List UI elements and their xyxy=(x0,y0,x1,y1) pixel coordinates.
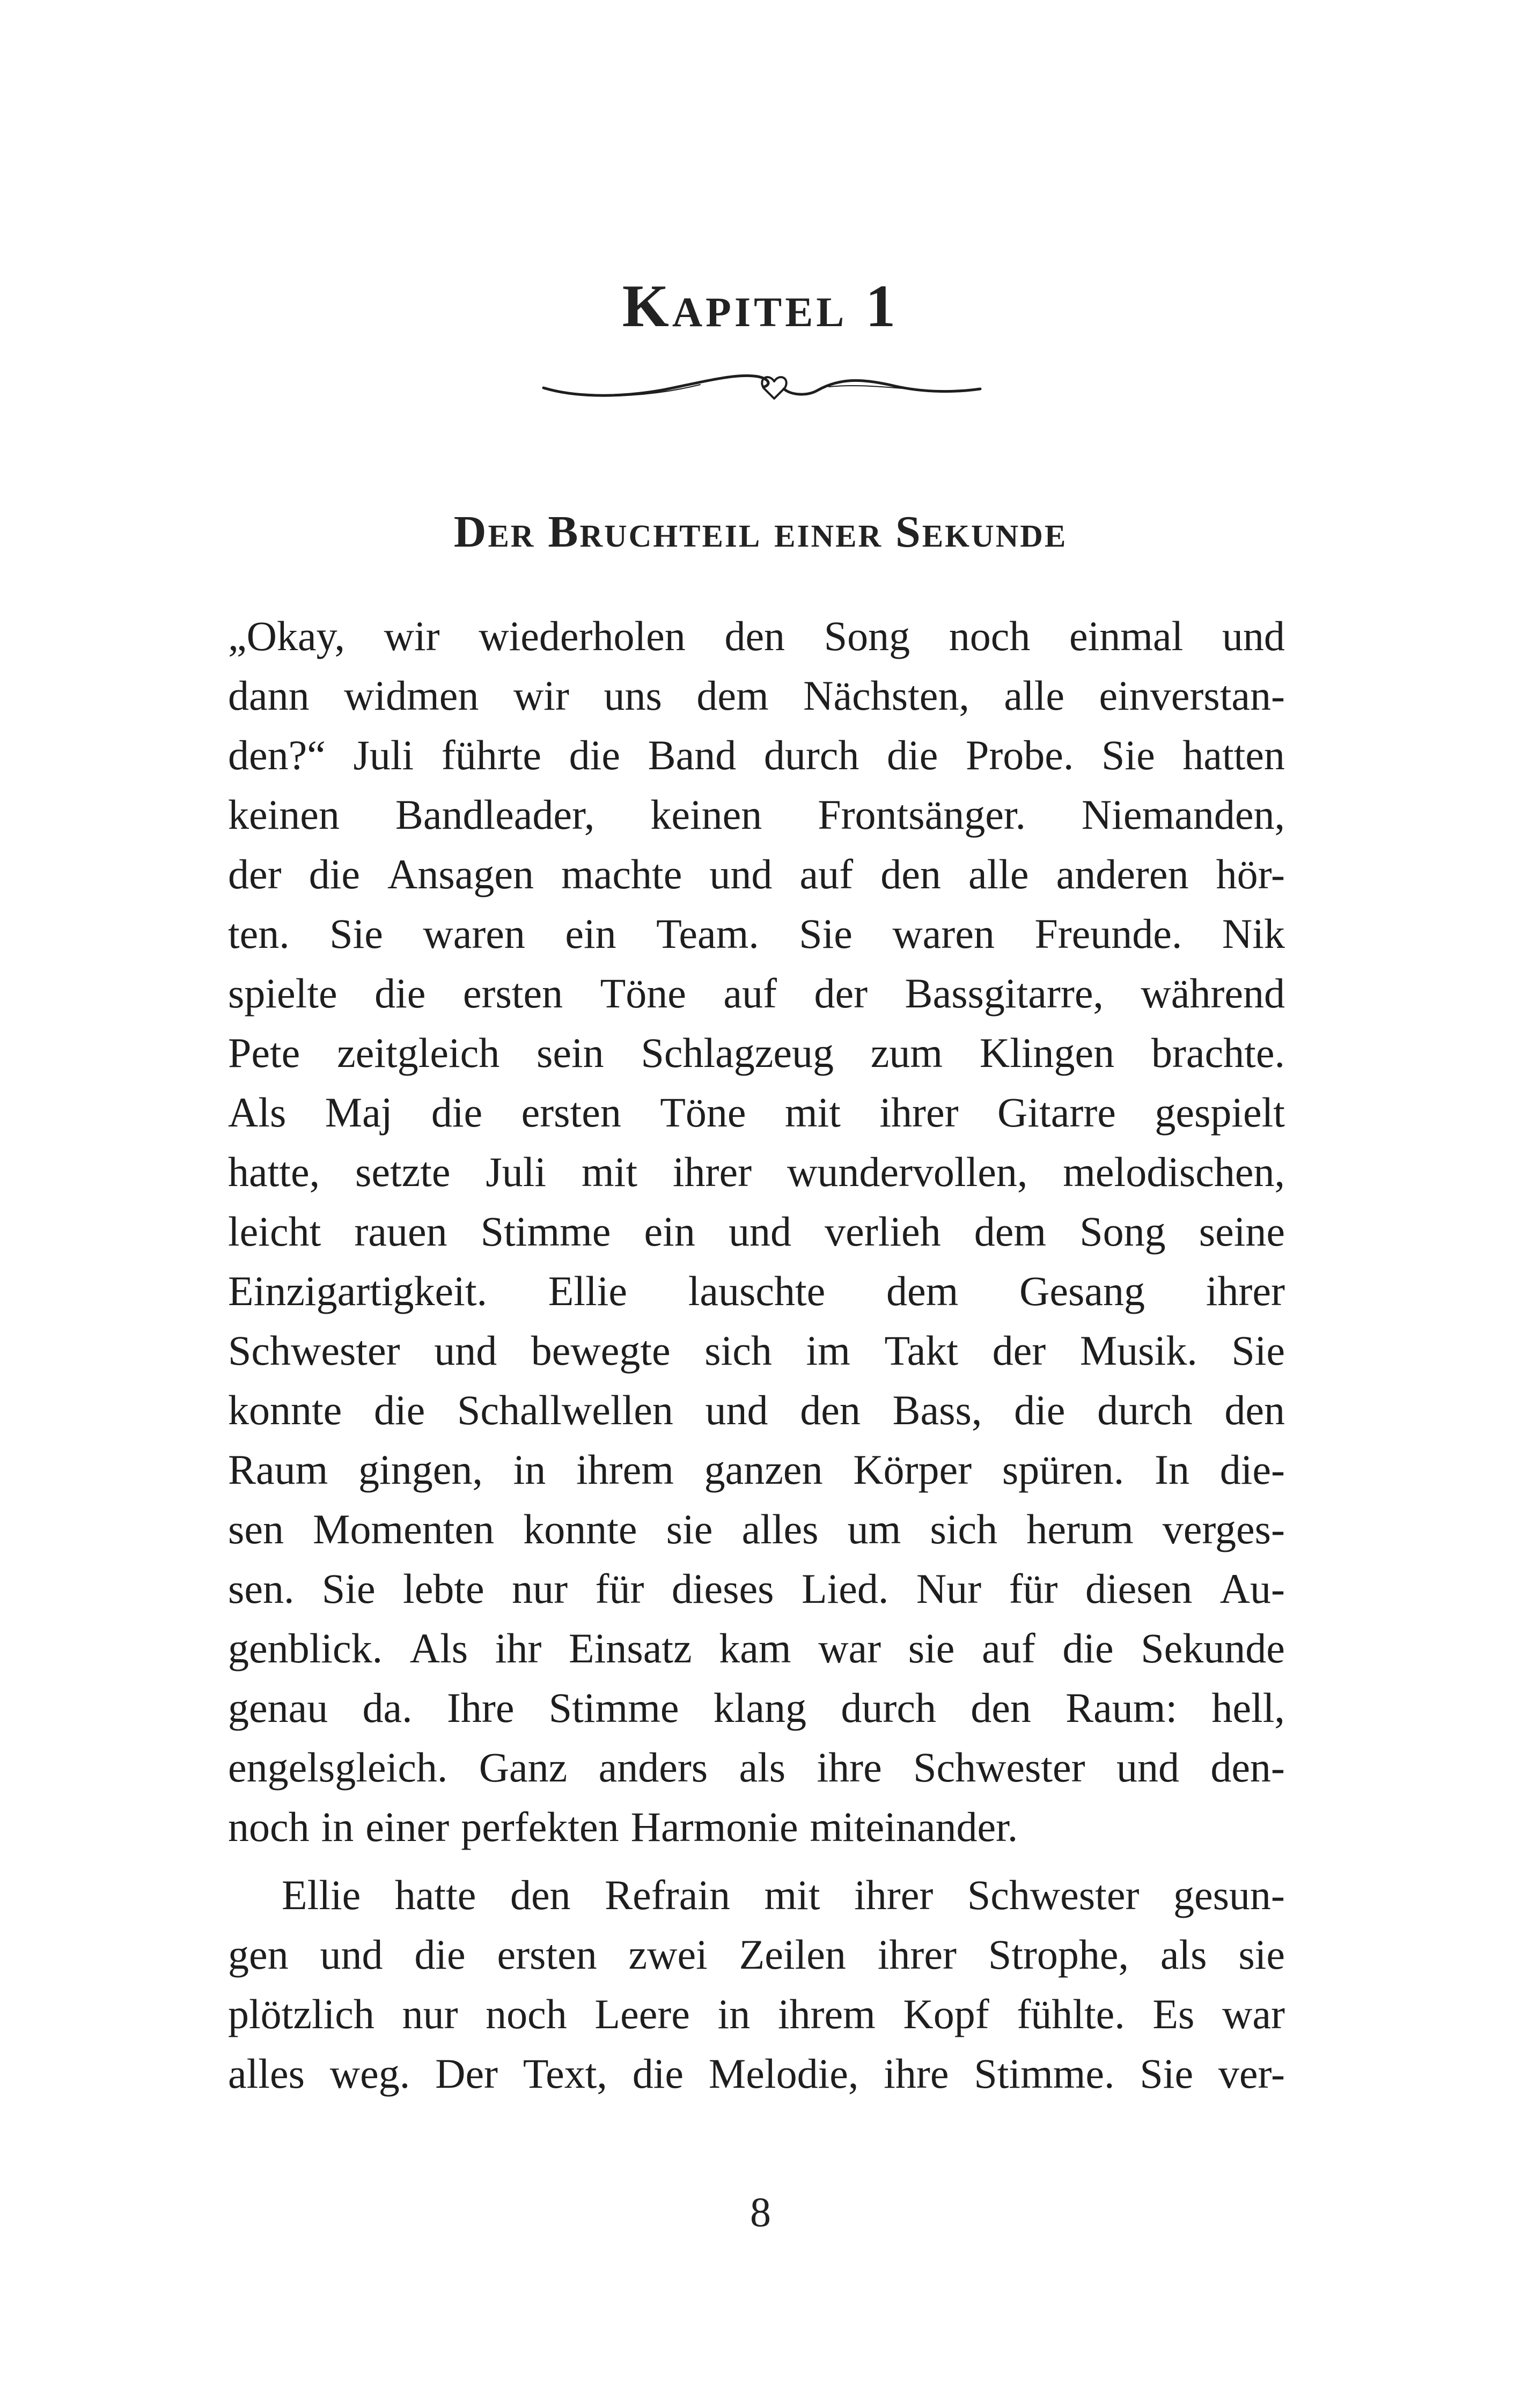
paragraph xyxy=(228,1865,1285,2103)
paragraph xyxy=(228,606,1285,1857)
chapter-body-text xyxy=(228,606,1285,2103)
text-line: Einzigartigkeit. Ellie lauschte dem Gesang ihrer xyxy=(228,1268,1285,1314)
text-line: konnte die Schallwellen und den Bass, die durch den xyxy=(228,1387,1285,1433)
text-line: dann widmen wir uns dem Nächsten, alle einverstan- xyxy=(228,672,1285,719)
chapter-subtitle: Der Bruchteil einer Sekunde xyxy=(453,506,1068,557)
text-line: spielte die ersten Töne auf der Bassgitarre, während xyxy=(228,970,1285,1017)
chapter-title: Kapitel 1 xyxy=(622,273,899,340)
text-line: Pete zeitgleich sein Schlagzeug zum Klingen brachte. xyxy=(228,1029,1285,1076)
text-line: noch in einer perfekten Harmonie miteinander. xyxy=(228,1803,1018,1850)
text-line: genblick. Als ihr Einsatz kam war sie auf die Sekunde xyxy=(228,1625,1285,1671)
text-line: alles weg. Der Text, die Melodie, ihre Stimme. Sie ver- xyxy=(228,2050,1285,2097)
page-number: 8 xyxy=(750,2189,771,2235)
text-line: der die Ansagen machte und auf den alle anderen hör- xyxy=(228,851,1285,897)
text-line: Ellie hatte den Refrain mit ihrer Schwester gesun- xyxy=(282,1872,1285,1918)
text-line: genau da. Ihre Stimme klang durch den Raum: hell, xyxy=(228,1684,1285,1731)
text-line: Als Maj die ersten Töne mit ihrer Gitarre gespielt xyxy=(228,1089,1285,1136)
text-line: sen Momenten konnte sie alles um sich herum verges- xyxy=(228,1506,1285,1552)
text-line: ten. Sie waren ein Team. Sie waren Freunde. Nik xyxy=(228,910,1285,957)
text-line: keinen Bandleader, keinen Frontsänger. Niemanden, xyxy=(228,791,1285,838)
text-line: den?“ Juli führte die Band durch die Probe. Sie hatten xyxy=(228,732,1285,778)
text-line: Schwester und bewegte sich im Takt der Musik. Sie xyxy=(228,1327,1285,1374)
text-line: „Okay, wir wiederholen den Song noch einmal und xyxy=(228,613,1285,659)
text-line: gen und die ersten zwei Zeilen ihrer Strophe, als sie xyxy=(228,1931,1285,1978)
text-line: plötzlich nur noch Leere in ihrem Kopf fühlte. Es war xyxy=(228,1991,1285,2037)
text-line: hatte, setzte Juli mit ihrer wundervollen, melodischen, xyxy=(228,1148,1285,1195)
text-line: sen. Sie lebte nur für dieses Lied. Nur für diesen Au- xyxy=(228,1565,1285,1612)
heart-flourish-ornament xyxy=(539,357,984,416)
text-line: engelsgleich. Ganz anders als ihre Schwester und den- xyxy=(228,1744,1285,1791)
text-line: leicht rauen Stimme ein und verlieh dem Song seine xyxy=(228,1208,1285,1255)
text-line: Raum gingen, in ihrem ganzen Körper spüren. In die- xyxy=(228,1446,1285,1493)
